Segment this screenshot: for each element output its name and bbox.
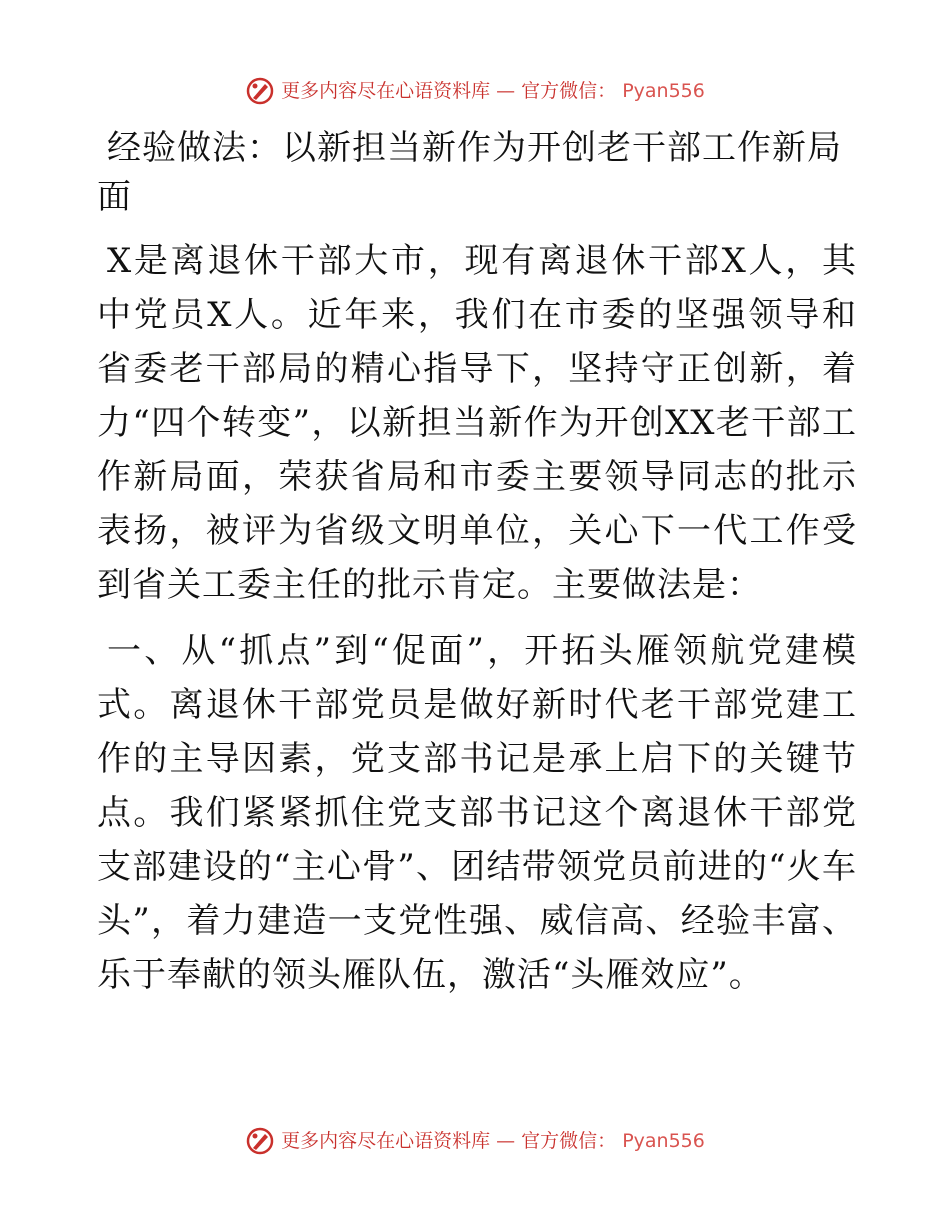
quill-seal-icon	[245, 1126, 275, 1156]
watermark-wechat-id: Pyan556	[622, 80, 705, 102]
watermark-text: 更多内容尽在心语资料库	[281, 80, 491, 102]
paragraph-section-one: 一、从“抓点”到“促面”，开拓头雁领航党建模式。离退休干部党员是做好新时代老干部党建工作的主导因素，党支部书记是承上启下的关键节点。我们紧紧抓住党支部书记这个离退休干部党支部建设的“主心骨”、团结带领党员前进的“火车头”，着力建造一支党性强、威信高、经验丰富、乐于奉献的领头雁队伍，激活“头雁效应”。	[97, 631, 857, 995]
quill-seal-icon	[245, 76, 275, 106]
document-title: 经验做法：以新担当新作为开创老干部工作新局面	[97, 128, 842, 217]
watermark-label: 官方微信：	[521, 80, 617, 102]
watermark-separator: —	[496, 1130, 516, 1152]
header-watermark	[0, 76, 950, 106]
watermark-separator: —	[496, 80, 516, 102]
watermark-text: 更多内容尽在心语资料库	[281, 1130, 491, 1152]
watermark-label: 官方微信：	[521, 1130, 617, 1152]
watermark-wechat-id: Pyan556	[622, 1130, 705, 1152]
document-body	[97, 124, 857, 1014]
paragraph-intro: X是离退休干部大市，现有离退休干部X人，其中党员X人。近年来，我们在市委的坚强领导和省委老干部局的精心指导下，坚持守正创新，着力“四个转变”，以新担当新作为开创XX老干部工作新局面，荣获省局和市委主要领导同志的批示表扬，被评为省级文明单位，关心下一代工作受到省关工委主任的批示肯定。主要做法是：	[97, 241, 857, 605]
footer-watermark	[0, 1126, 950, 1156]
